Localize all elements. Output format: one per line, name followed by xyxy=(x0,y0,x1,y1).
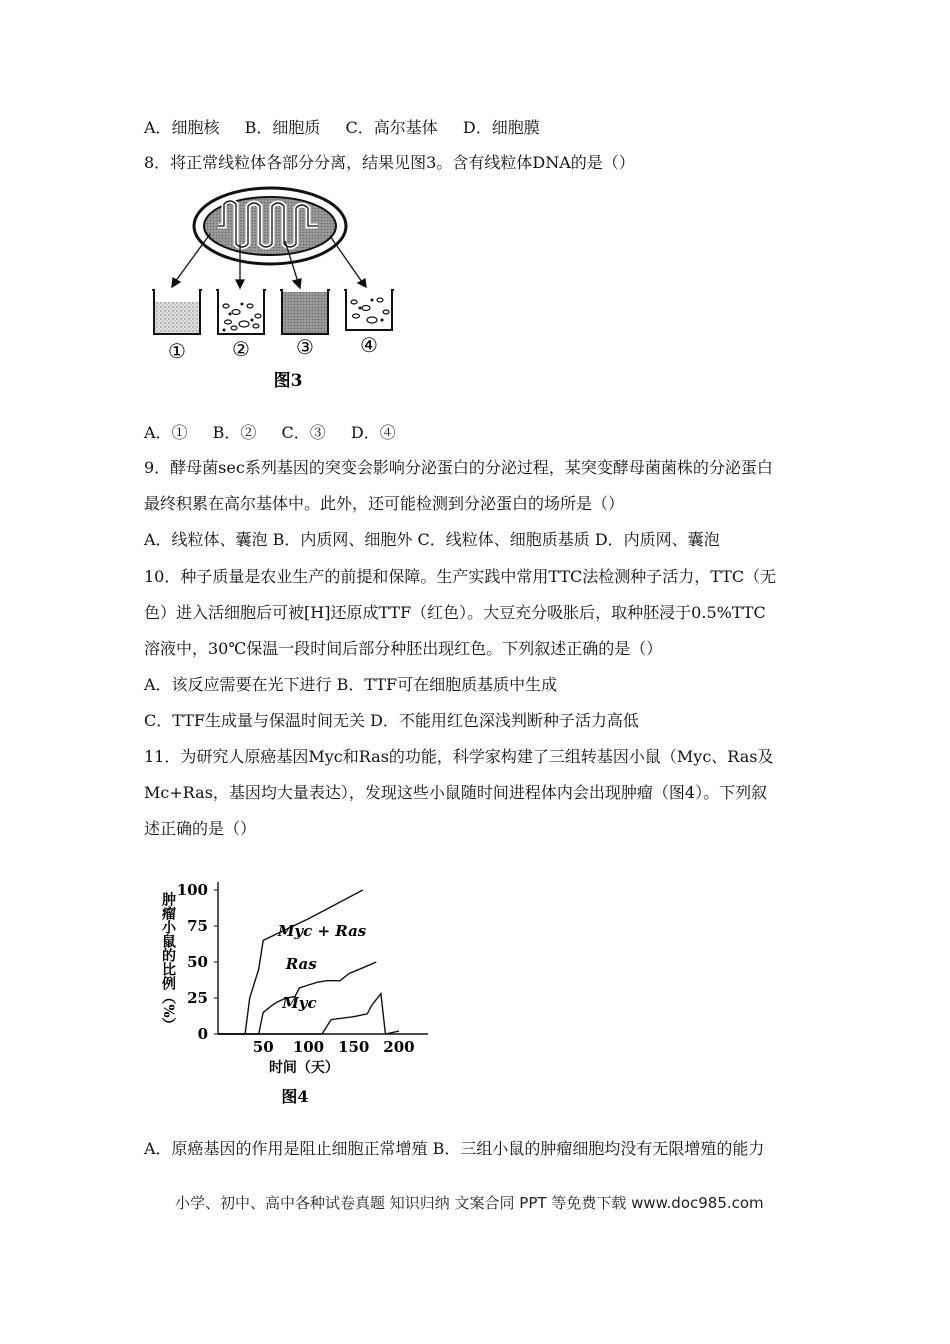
q8-options xyxy=(144,423,396,443)
beaker-3 xyxy=(280,290,330,334)
y-tick-label: 25 xyxy=(187,989,208,1007)
x-tick-label: 50 xyxy=(252,1038,274,1056)
q9-stem-line-1: 9．酵母菌sec系列基因的突变会影响分泌蛋白的分泌过程，某突变酵母菌菌株的分泌蛋白 xyxy=(144,458,773,477)
figure-4-chart xyxy=(140,862,450,1112)
figure-3-caption: 图3 xyxy=(273,371,303,391)
q11-stem-line-1: 11．为研究人原癌基因Myc和Ras的功能，科学家构建了三组转基因小鼠（Myc、Ras及 xyxy=(144,747,774,766)
q8-option-b: B．② xyxy=(212,423,257,442)
beaker-label-3: ③ xyxy=(296,335,314,359)
beaker-label-4: ④ xyxy=(360,333,378,357)
q7-options xyxy=(144,118,540,138)
q10-stem-line-1: 10．种子质量是农业生产的前提和保障。生产实践中常用TTC法检测种子活力，TTC（无 xyxy=(144,567,777,586)
q11-stem-line-2: Mc+Ras，基因均大量表达），发现这些小鼠随时间进程体内会出现肿瘤（图4）。下列叙 xyxy=(144,783,768,802)
y-tick-label: 75 xyxy=(187,917,208,935)
figure-3-mitochondria xyxy=(140,186,410,396)
q10-stem-line-2: 色）进入活细胞后可被[H]还原成TTF（红色）。大豆充分吸胀后，取种胚浸于0.5%TTC xyxy=(144,603,766,622)
q11-options-line-1: A．原癌基因的作用是阻止细胞正常增殖 B．三组小鼠的肿瘤细胞均没有无限增殖的能力 xyxy=(144,1139,765,1158)
q8-option-d: D．④ xyxy=(350,423,396,442)
beaker-label-1: ① xyxy=(168,339,186,363)
x-tick-label: 100 xyxy=(292,1038,325,1056)
series-label-1: Ras xyxy=(285,955,317,974)
y-tick-label: 50 xyxy=(187,953,208,971)
q10-options-line-2: C．TTF生成量与保温时间无关 D．不能用红色深浅判断种子活力高低 xyxy=(144,711,639,730)
q8-option-a: A．① xyxy=(144,423,188,442)
beaker-2 xyxy=(216,290,266,334)
q7-option-b: B．细胞质 xyxy=(244,118,321,137)
q8-option-c: C．③ xyxy=(281,423,326,442)
beaker-label-2: ② xyxy=(232,337,250,361)
y-axis-label: 肿瘤小鼠的比例（%） xyxy=(160,892,176,1032)
q7-option-a: A．细胞核 xyxy=(144,118,220,137)
q9-options: A．线粒体、囊泡 B．内质网、细胞外 C．线粒体、细胞质基质 D．内质网、囊泡 xyxy=(144,530,720,549)
y-tick-label: 100 xyxy=(176,881,208,899)
q9-stem-line-2: 最终积累在高尔基体中。此外，还可能检测到分泌蛋白的场所是（） xyxy=(144,494,625,513)
x-tick-label: 200 xyxy=(383,1038,415,1056)
x-axis-label: 时间（天） xyxy=(268,1060,339,1076)
figure-4-caption: 图4 xyxy=(281,1087,309,1106)
q7-option-d: D．细胞膜 xyxy=(462,118,540,137)
q11-stem-line-3: 述正确的是（） xyxy=(144,819,257,838)
y-tick-label: 0 xyxy=(197,1025,208,1043)
page-footer: 小学、初中、高中各种试卷真题 知识归纳 文案合同 PPT 等免费下载 www.doc985.com xyxy=(175,1194,764,1212)
beaker-4 xyxy=(344,290,394,330)
q8-stem: 8．将正常线粒体各部分分离，结果见图3。含有线粒体DNA的是（） xyxy=(144,153,635,172)
q7-option-c: C．高尔基体 xyxy=(345,118,438,137)
series-label-2: Myc xyxy=(282,994,317,1013)
series-label-0: Myc + Ras xyxy=(277,922,367,941)
x-tick-label: 150 xyxy=(338,1038,370,1056)
q10-options-line-1: A．该反应需要在光下进行 B．TTF可在细胞质基质中生成 xyxy=(144,675,558,694)
q10-stem-line-3: 溶液中，30℃保温一段时间后部分种胚出现红色。下列叙述正确的是（） xyxy=(144,639,663,658)
beaker-1 xyxy=(152,290,202,334)
